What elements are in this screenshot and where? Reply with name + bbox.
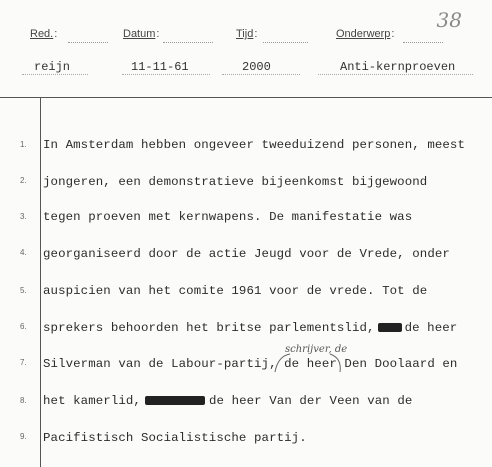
body-line-7: Silverman van de Labour-partij, de heer Den Doolaard en <box>43 357 458 371</box>
label-tijd: Tijd: <box>236 28 258 40</box>
body-line-8-part-b: de heer Van der Veen van de <box>208 394 413 408</box>
label-onderwerp: Onderwerp: <box>336 28 395 40</box>
value-red: reijn <box>34 60 71 74</box>
page-number: 38 <box>436 8 462 32</box>
body-line-6-part-b: de heer <box>404 321 458 335</box>
label-red-dots <box>68 42 108 43</box>
body-line-2: jongeren, een demonstratieve bijeenkomst bijgewoond <box>43 175 428 189</box>
line-number-6: 6. <box>20 322 27 331</box>
line-number-9: 9. <box>20 432 27 441</box>
line-number-3: 3. <box>20 212 27 221</box>
label-datum-dots <box>163 42 213 43</box>
line-number-1: 1. <box>20 140 27 149</box>
line-number-8: 8. <box>20 396 27 405</box>
header-divider <box>0 97 492 98</box>
value-onderwerp: Anti-kernproeven <box>340 60 456 74</box>
label-tijd-dots <box>263 42 308 43</box>
strikethrough-mark <box>378 323 402 332</box>
body-line-6 <box>43 321 457 335</box>
label-red: Red.: <box>30 28 58 40</box>
line-number-2: 2. <box>20 176 27 185</box>
body-line-4: georganiseerd door de actie Jeugd voor de Vrede, onder <box>43 247 450 261</box>
body-line-8 <box>43 394 412 408</box>
line-number-5: 5. <box>20 286 27 295</box>
body-line-6-part-a: sprekers behoorden het britse parlementslid, <box>43 321 375 335</box>
line-number-4: 4. <box>20 248 27 257</box>
label-onderwerp-dots <box>403 42 443 43</box>
handwritten-insert: schrijver, de <box>285 344 348 355</box>
value-datum-dots <box>122 74 210 75</box>
body-line-3: tegen proeven met kernwapens. De manifestatie was <box>43 210 413 224</box>
label-datum: Datum: <box>123 28 160 40</box>
body-line-1: In Amsterdam hebben ongeveer tweeduizend personen, meest <box>43 138 465 152</box>
insertion-caret <box>270 352 350 374</box>
value-onderwerp-dots <box>318 74 473 75</box>
value-datum: 11-11-61 <box>131 60 189 74</box>
value-tijd-dots <box>222 74 300 75</box>
body-line-8-part-a: het kamerlid, <box>43 394 141 408</box>
margin-divider <box>40 97 41 467</box>
body-line-9: Pacifistisch Socialistische partij. <box>43 431 307 445</box>
line-number-7: 7. <box>20 358 27 367</box>
body-line-5: auspicien van het comite 1961 voor de vrede. Tot de <box>43 284 428 298</box>
value-red-dots <box>22 74 88 75</box>
strikethrough-mark <box>145 396 205 405</box>
value-tijd: 2000 <box>242 60 271 74</box>
